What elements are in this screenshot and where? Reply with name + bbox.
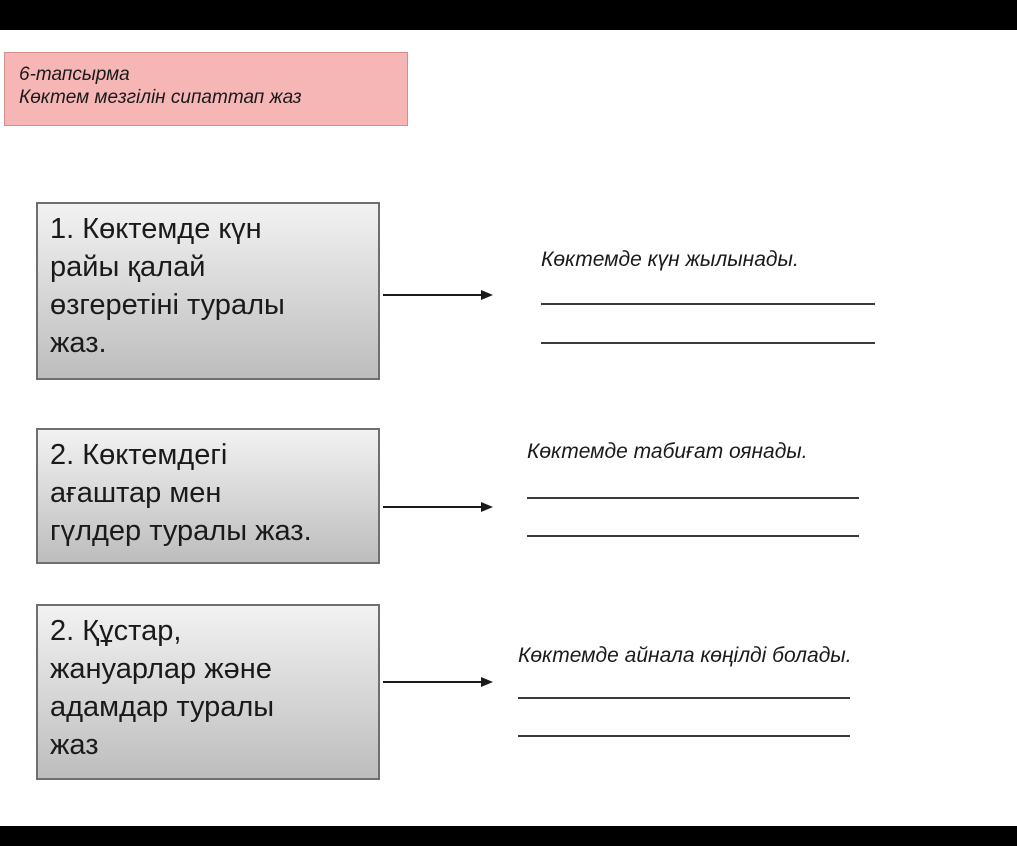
arrow-right-icon [383,288,493,302]
answer-blank-line[interactable] [541,342,875,344]
prompt-line: 1. Көктемде күн [50,213,262,245]
prompt-line: ағаштар мен [50,477,222,509]
task-number: 6-тапсырма [19,64,130,85]
answer-blank-line[interactable] [518,697,850,699]
arrow-right-icon [383,675,493,689]
answer-blank-line[interactable] [541,303,875,305]
answer-blank-line[interactable] [518,735,850,737]
prompt-line: өзгеретіні туралы [50,289,285,321]
answer-text-2: Көктемде табиғат оянады. [527,440,808,463]
prompt-line: жануарлар және [50,653,272,685]
answer-text-3: Көктемде айнала көңілді болады. [518,644,852,667]
answer-text-1: Көктемде күн жылынады. [541,248,799,271]
task-header [4,52,408,126]
prompt-line: гүлдер туралы жаз. [50,515,312,547]
prompt-line: жаз. [50,327,107,359]
prompt-line: 2. Көктемдегі [50,439,228,471]
worksheet [0,30,1017,826]
answer-blank-line[interactable] [527,497,859,499]
prompt-line: 2. Құстар, [50,615,182,647]
answer-blank-line[interactable] [527,535,859,537]
prompt-box-1 [36,202,380,380]
prompt-box-3 [36,604,380,780]
prompt-line: райы қалай [50,251,206,283]
arrow-right-icon [383,500,493,514]
task-instruction: Көктем мезгілін сипаттап жаз [19,87,302,108]
prompt-line: жаз [50,729,99,761]
prompt-box-2 [36,428,380,564]
prompt-line: адамдар туралы [50,691,275,723]
